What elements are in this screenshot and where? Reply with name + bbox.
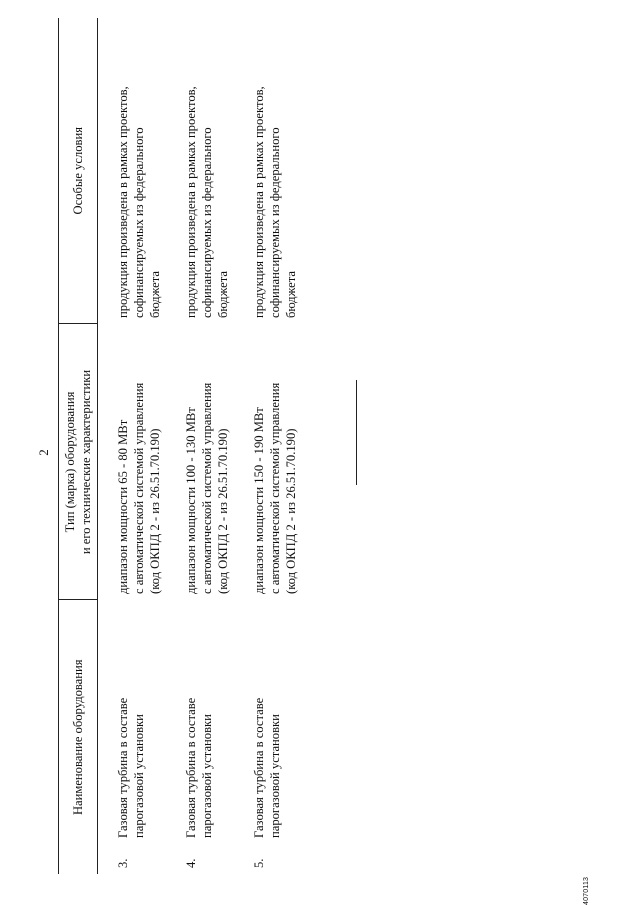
page-number: 2 (36, 449, 51, 456)
equipment-name-line: Газовая турбина в составе (184, 697, 198, 838)
row-number: 4. (184, 858, 198, 868)
header-name (59, 600, 98, 874)
equipment-type-cell (98, 324, 184, 600)
special-conditions-line: бюджета (284, 271, 298, 318)
equipment-name-line: парогазовой установки (132, 714, 146, 838)
equipment-type-line: диапазон мощности 150 - 190 МВт (252, 407, 266, 594)
special-conditions-line: продукция произведена в рамках проектов, (252, 86, 266, 318)
equipment-type-line: диапазон мощности 100 - 130 МВт (184, 407, 198, 594)
equipment-name-line: Газовая турбина в составе (252, 697, 266, 838)
special-conditions-line: бюджета (148, 271, 162, 318)
equipment-name-line: парогазовой установки (268, 714, 282, 838)
special-conditions-cell (251, 18, 319, 324)
equipment-name-cell (98, 600, 184, 844)
equipment-type-line: с автоматической системой управления (200, 382, 214, 594)
equipment-name-cell (251, 600, 319, 844)
equipment-type-line: с автоматической системой управления (268, 382, 282, 594)
special-conditions-line: софинансируемых из федерального (200, 127, 214, 318)
table-row (251, 18, 319, 874)
table-row (183, 18, 251, 874)
equipment-name-cell (183, 600, 251, 844)
equipment-table (58, 18, 319, 874)
end-of-document-rule (356, 380, 357, 485)
table-row (98, 18, 184, 874)
document-code: 4070113 (583, 876, 590, 905)
special-conditions-line: продукция произведена в рамках проектов, (116, 86, 130, 318)
equipment-type-cell (183, 324, 251, 600)
equipment-type-line: (код ОКПД 2 - из 26.51.70.190) (284, 428, 298, 594)
special-conditions-cell (98, 18, 184, 324)
table-header-row (59, 18, 98, 874)
special-conditions-line: софинансируемых из федерального (132, 127, 146, 318)
special-conditions-line: бюджета (216, 271, 230, 318)
header-conditions (59, 18, 98, 324)
special-conditions-line: софинансируемых из федерального (268, 127, 282, 318)
special-conditions-cell (183, 18, 251, 324)
equipment-type-line: (код ОКПД 2 - из 26.51.70.190) (216, 428, 230, 594)
special-conditions-line: продукция произведена в рамках проектов, (184, 86, 198, 318)
equipment-name-line: парогазовой установки (200, 714, 214, 838)
header-name-label: Наименование оборудования (71, 659, 85, 816)
header-type-line1: Тип (марка) оборудования (63, 391, 77, 533)
header-conditions-label: Особые условия (71, 126, 85, 215)
equipment-type-line: (код ОКПД 2 - из 26.51.70.190) (148, 428, 162, 594)
equipment-name-line: Газовая турбина в составе (116, 697, 130, 838)
equipment-type-cell (251, 324, 319, 600)
row-number: 3. (116, 858, 130, 868)
header-type-line2: и его технические характеристики (79, 369, 93, 555)
row-number: 5. (252, 858, 266, 868)
header-type (59, 324, 98, 600)
equipment-type-line: диапазон мощности 65 - 80 МВт (116, 419, 130, 594)
equipment-type-line: с автоматической системой управления (132, 382, 146, 594)
